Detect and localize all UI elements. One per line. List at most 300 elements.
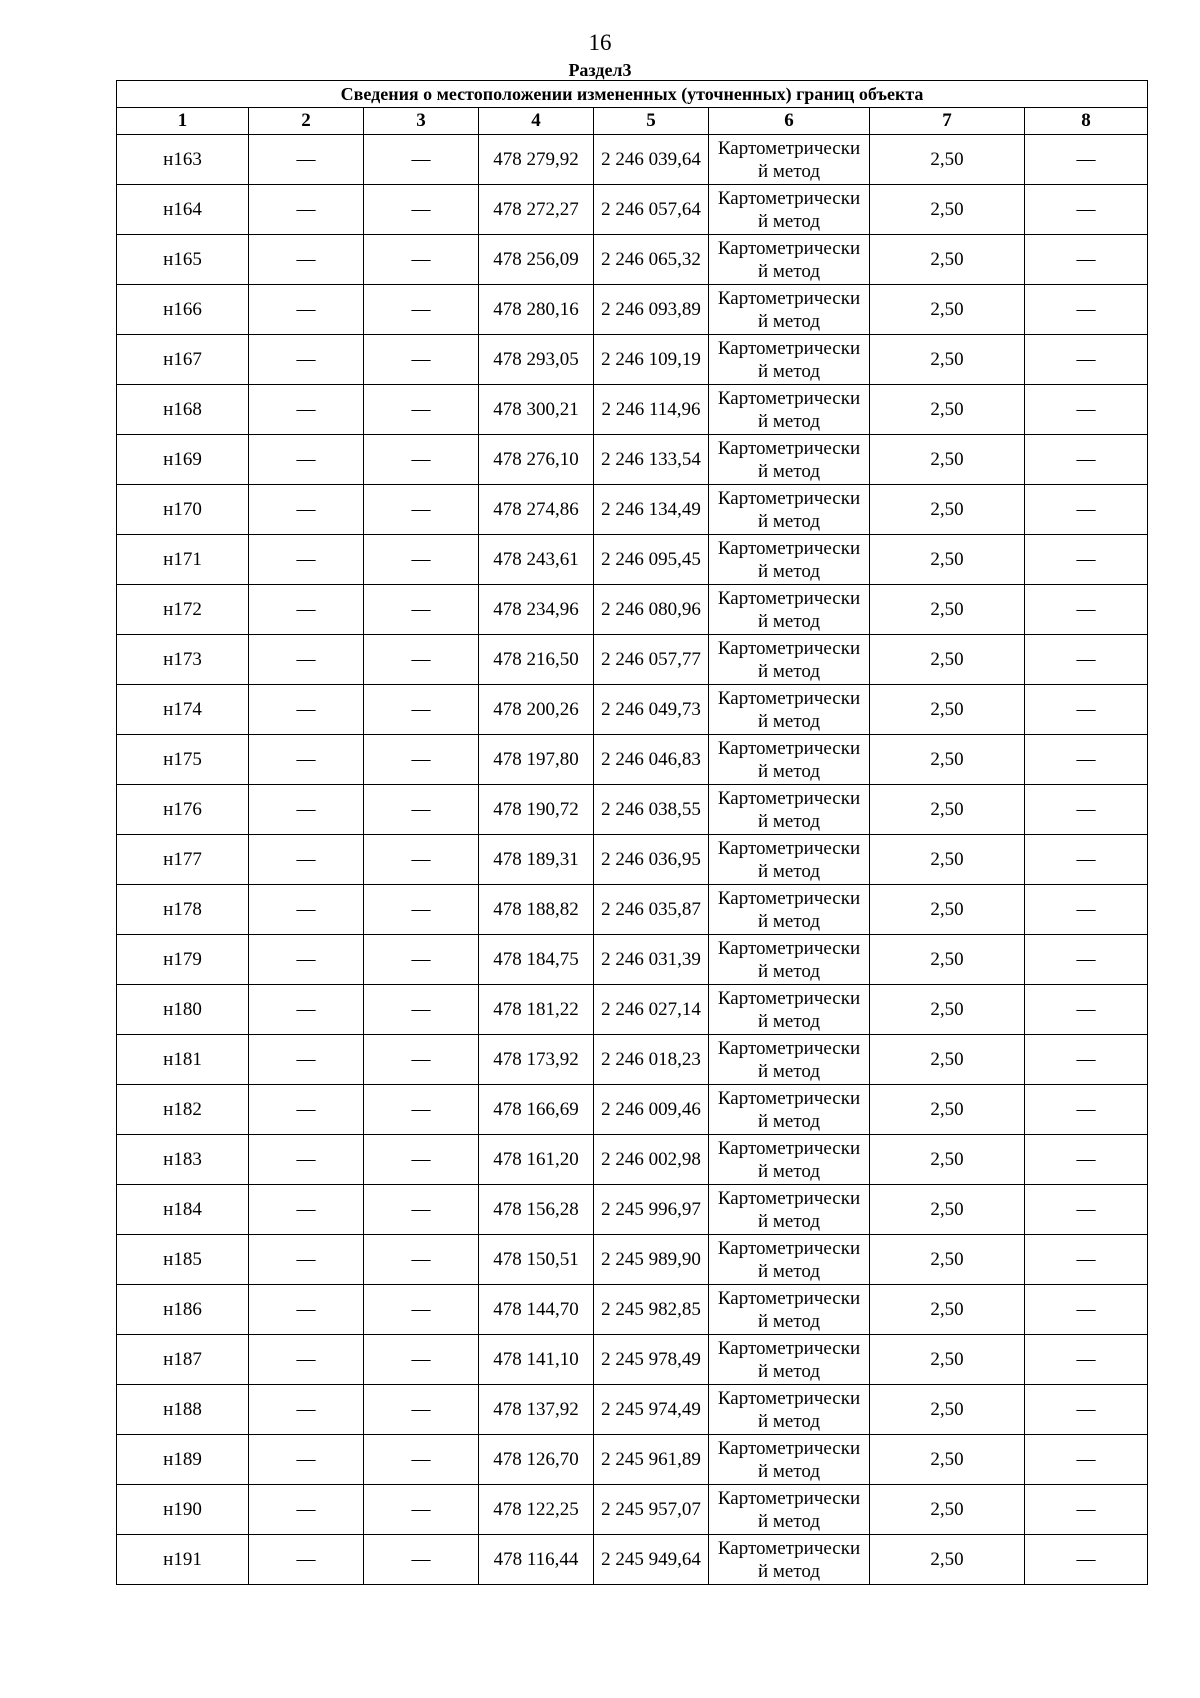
method-cell [709,835,870,885]
method-line: Картометрически [717,787,861,809]
empty-dash-cell: — [249,1285,364,1335]
point-number-cell: н184 [117,1185,249,1235]
empty-dash-cell: — [364,685,479,735]
table-row [117,435,1148,485]
empty-dash-cell: — [1025,985,1148,1035]
y-coordinate-cell: 2 245 978,49 [594,1335,709,1385]
y-coordinate-cell: 2 246 080,96 [594,585,709,635]
method-cell [709,1385,870,1435]
point-number-cell: н190 [117,1485,249,1535]
table-row [117,235,1148,285]
method-cell [709,735,870,785]
method-line: Картометрически [717,1487,861,1509]
method-line: й метод [757,760,821,782]
x-coordinate-cell: 478 188,82 [479,885,594,935]
empty-dash-cell: — [249,685,364,735]
y-coordinate-cell: 2 246 039,64 [594,135,709,185]
table-row [117,1385,1148,1435]
empty-dash-cell: — [1025,285,1148,335]
point-number-cell: н179 [117,935,249,985]
method-cell [709,135,870,185]
x-coordinate-cell: 478 181,22 [479,985,594,1035]
empty-dash-cell: — [1025,1385,1148,1435]
empty-dash-cell: — [1025,1485,1148,1535]
method-line: й метод [757,910,821,932]
method-cell [709,235,870,285]
x-coordinate-cell: 478 256,09 [479,235,594,285]
x-coordinate-cell: 478 150,51 [479,1235,594,1285]
accuracy-cell: 2,50 [870,1335,1025,1385]
x-coordinate-cell: 478 293,05 [479,335,594,385]
table-body [117,81,1148,1585]
accuracy-cell: 2,50 [870,685,1025,735]
x-coordinate-cell: 478 300,21 [479,385,594,435]
accuracy-cell: 2,50 [870,1485,1025,1535]
table-row [117,935,1148,985]
y-coordinate-cell: 2 245 949,64 [594,1535,709,1585]
empty-dash-cell: — [249,1085,364,1135]
empty-dash-cell: — [249,1185,364,1235]
method-line: й метод [757,810,821,832]
method-line: Картометрически [717,487,861,509]
accuracy-cell: 2,50 [870,735,1025,785]
empty-dash-cell: — [249,1535,364,1585]
column-header: 8 [1025,108,1148,135]
table-row [117,735,1148,785]
y-coordinate-cell: 2 245 974,49 [594,1385,709,1435]
empty-dash-cell: — [364,785,479,835]
empty-dash-cell: — [364,485,479,535]
accuracy-cell: 2,50 [870,435,1025,485]
method-line: Картометрически [717,887,861,909]
empty-dash-cell: — [1025,585,1148,635]
method-line: й метод [757,560,821,582]
method-cell [709,485,870,535]
table-row [117,485,1148,535]
empty-dash-cell: — [364,1085,479,1135]
empty-dash-cell: — [1025,485,1148,535]
y-coordinate-cell: 2 246 046,83 [594,735,709,785]
x-coordinate-cell: 478 173,92 [479,1035,594,1085]
x-coordinate-cell: 478 126,70 [479,1435,594,1485]
x-coordinate-cell: 478 189,31 [479,835,594,885]
point-number-cell: н183 [117,1135,249,1185]
x-coordinate-cell: 478 276,10 [479,435,594,485]
method-line: Картометрически [717,137,861,159]
x-coordinate-cell: 478 243,61 [479,535,594,585]
point-number-cell: н163 [117,135,249,185]
accuracy-cell: 2,50 [870,635,1025,685]
method-cell [709,535,870,585]
table-row [117,1485,1148,1535]
method-cell [709,285,870,335]
column-header: 2 [249,108,364,135]
method-cell [709,785,870,835]
table-row [117,1085,1148,1135]
empty-dash-cell: — [364,1335,479,1385]
point-number-cell: н176 [117,785,249,835]
empty-dash-cell: — [249,835,364,885]
x-coordinate-cell: 478 197,80 [479,735,594,785]
boundary-coordinates-table [116,80,1148,1585]
table-row [117,385,1148,435]
point-number-cell: н178 [117,885,249,935]
method-line: й метод [757,610,821,632]
y-coordinate-cell: 2 246 002,98 [594,1135,709,1185]
table-row [117,885,1148,935]
table-row [117,685,1148,735]
table-row [117,785,1148,835]
y-coordinate-cell: 2 245 982,85 [594,1285,709,1335]
method-line: Картометрически [717,1437,861,1459]
empty-dash-cell: — [1025,885,1148,935]
method-line: Картометрически [717,337,861,359]
point-number-cell: н186 [117,1285,249,1335]
column-header: 5 [594,108,709,135]
table-row [117,1335,1148,1385]
empty-dash-cell: — [364,185,479,235]
method-line: й метод [757,1210,821,1232]
accuracy-cell: 2,50 [870,785,1025,835]
x-coordinate-cell: 478 166,69 [479,1085,594,1135]
empty-dash-cell: — [1025,335,1148,385]
point-number-cell: н167 [117,335,249,385]
method-line: й метод [757,1010,821,1032]
accuracy-cell: 2,50 [870,835,1025,885]
method-line: Картометрически [717,1237,861,1259]
method-line: Картометрически [717,587,861,609]
y-coordinate-cell: 2 246 035,87 [594,885,709,935]
y-coordinate-cell: 2 246 109,19 [594,335,709,385]
method-line: Картометрически [717,837,861,859]
empty-dash-cell: — [249,1335,364,1385]
empty-dash-cell: — [1025,635,1148,685]
empty-dash-cell: — [1025,185,1148,235]
method-line: Картометрически [717,187,861,209]
method-line: й метод [757,860,821,882]
method-line: й метод [757,510,821,532]
x-coordinate-cell: 478 200,26 [479,685,594,735]
column-header: 7 [870,108,1025,135]
method-line: й метод [757,660,821,682]
x-coordinate-cell: 478 156,28 [479,1185,594,1235]
point-number-cell: н173 [117,635,249,685]
y-coordinate-cell: 2 246 057,77 [594,635,709,685]
table-row [117,335,1148,385]
table-caption-row [117,81,1148,108]
y-coordinate-cell: 2 246 093,89 [594,285,709,335]
empty-dash-cell: — [364,435,479,485]
method-line: й метод [757,1060,821,1082]
empty-dash-cell: — [249,585,364,635]
x-coordinate-cell: 478 122,25 [479,1485,594,1535]
table-row [117,185,1148,235]
empty-dash-cell: — [364,535,479,585]
empty-dash-cell: — [249,285,364,335]
empty-dash-cell: — [1025,1335,1148,1385]
empty-dash-cell: — [1025,535,1148,585]
method-cell [709,435,870,485]
column-header: 4 [479,108,594,135]
empty-dash-cell: — [1025,835,1148,885]
accuracy-cell: 2,50 [870,335,1025,385]
empty-dash-cell: — [364,1035,479,1085]
method-cell [709,585,870,635]
method-line: й метод [757,160,821,182]
y-coordinate-cell: 2 246 038,55 [594,785,709,835]
method-line: Картометрически [717,737,861,759]
empty-dash-cell: — [1025,1135,1148,1185]
method-cell [709,1085,870,1135]
x-coordinate-cell: 478 141,10 [479,1335,594,1385]
table-row [117,1285,1148,1335]
method-cell [709,1035,870,1085]
y-coordinate-cell: 2 246 009,46 [594,1085,709,1135]
x-coordinate-cell: 478 190,72 [479,785,594,835]
x-coordinate-cell: 478 144,70 [479,1285,594,1335]
y-coordinate-cell: 2 246 134,49 [594,485,709,535]
empty-dash-cell: — [249,485,364,535]
method-cell [709,1285,870,1335]
point-number-cell: н191 [117,1535,249,1585]
empty-dash-cell: — [1025,685,1148,735]
empty-dash-cell: — [249,885,364,935]
accuracy-cell: 2,50 [870,585,1025,635]
empty-dash-cell: — [1025,235,1148,285]
table-row [117,1035,1148,1085]
empty-dash-cell: — [364,335,479,385]
accuracy-cell: 2,50 [870,485,1025,535]
column-header: 6 [709,108,870,135]
empty-dash-cell: — [364,985,479,1035]
empty-dash-cell: — [1025,1535,1148,1585]
y-coordinate-cell: 2 246 114,96 [594,385,709,435]
method-line: й метод [757,310,821,332]
table-row [117,635,1148,685]
table-row [117,1535,1148,1585]
empty-dash-cell: — [1025,1435,1148,1485]
accuracy-cell: 2,50 [870,1235,1025,1285]
empty-dash-cell: — [364,885,479,935]
y-coordinate-cell: 2 246 095,45 [594,535,709,585]
method-cell [709,635,870,685]
y-coordinate-cell: 2 245 996,97 [594,1185,709,1235]
y-coordinate-cell: 2 246 031,39 [594,935,709,985]
x-coordinate-cell: 478 161,20 [479,1135,594,1185]
empty-dash-cell: — [364,285,479,335]
point-number-cell: н171 [117,535,249,585]
empty-dash-cell: — [249,335,364,385]
method-line: Картометрически [717,1387,861,1409]
empty-dash-cell: — [364,1185,479,1235]
accuracy-cell: 2,50 [870,1085,1025,1135]
empty-dash-cell: — [364,385,479,435]
accuracy-cell: 2,50 [870,285,1025,335]
method-line: Картометрически [717,1037,861,1059]
y-coordinate-cell: 2 246 065,32 [594,235,709,285]
empty-dash-cell: — [364,635,479,685]
empty-dash-cell: — [364,1135,479,1185]
point-number-cell: н188 [117,1385,249,1435]
point-number-cell: н170 [117,485,249,535]
method-line: Картометрически [717,1137,861,1159]
empty-dash-cell: — [364,1235,479,1285]
empty-dash-cell: — [249,135,364,185]
x-coordinate-cell: 478 234,96 [479,585,594,635]
method-cell [709,1335,870,1385]
empty-dash-cell: — [249,1135,364,1185]
column-header: 1 [117,108,249,135]
method-cell [709,685,870,735]
y-coordinate-cell: 2 245 989,90 [594,1235,709,1285]
method-line: й метод [757,460,821,482]
method-line: Картометрически [717,437,861,459]
method-line: й метод [757,1160,821,1182]
point-number-cell: н174 [117,685,249,735]
method-cell [709,1235,870,1285]
point-number-cell: н180 [117,985,249,1035]
empty-dash-cell: — [249,1035,364,1085]
table-row [117,1135,1148,1185]
table-row [117,585,1148,635]
empty-dash-cell: — [1025,735,1148,785]
table-row [117,1235,1148,1285]
accuracy-cell: 2,50 [870,1135,1025,1185]
point-number-cell: н182 [117,1085,249,1135]
table-row [117,535,1148,585]
method-cell [709,1535,870,1585]
method-line: й метод [757,710,821,732]
method-cell [709,1135,870,1185]
empty-dash-cell: — [249,1485,364,1535]
empty-dash-cell: — [1025,135,1148,185]
method-line: Картометрически [717,987,861,1009]
accuracy-cell: 2,50 [870,1285,1025,1335]
method-line: Картометрически [717,937,861,959]
empty-dash-cell: — [364,1535,479,1585]
accuracy-cell: 2,50 [870,985,1025,1035]
point-number-cell: н166 [117,285,249,335]
x-coordinate-cell: 478 274,86 [479,485,594,535]
method-cell [709,185,870,235]
y-coordinate-cell: 2 246 018,23 [594,1035,709,1085]
point-number-cell: н177 [117,835,249,885]
empty-dash-cell: — [364,935,479,985]
y-coordinate-cell: 2 245 961,89 [594,1435,709,1485]
accuracy-cell: 2,50 [870,1185,1025,1235]
empty-dash-cell: — [364,1285,479,1335]
method-line: Картометрически [717,1537,861,1559]
method-cell [709,985,870,1035]
accuracy-cell: 2,50 [870,935,1025,985]
empty-dash-cell: — [249,235,364,285]
empty-dash-cell: — [364,135,479,185]
table-row [117,985,1148,1035]
method-cell [709,1485,870,1535]
method-line: й метод [757,360,821,382]
method-line: Картометрически [717,1187,861,1209]
method-line: й метод [757,210,821,232]
empty-dash-cell: — [364,1485,479,1535]
method-cell [709,385,870,435]
method-cell [709,935,870,985]
method-line: й метод [757,960,821,982]
point-number-cell: н169 [117,435,249,485]
empty-dash-cell: — [364,1385,479,1435]
table-caption: Сведения о местоположении измененных (уточненных) границ объекта [117,81,1148,108]
point-number-cell: н168 [117,385,249,435]
x-coordinate-cell: 478 279,92 [479,135,594,185]
accuracy-cell: 2,50 [870,1435,1025,1485]
empty-dash-cell: — [1025,785,1148,835]
y-coordinate-cell: 2 246 057,64 [594,185,709,235]
method-line: Картометрически [717,387,861,409]
table-row [117,835,1148,885]
table-row [117,135,1148,185]
empty-dash-cell: — [249,435,364,485]
method-line: Картометрически [717,287,861,309]
empty-dash-cell: — [1025,1235,1148,1285]
method-line: Картометрически [717,237,861,259]
method-cell [709,1435,870,1485]
y-coordinate-cell: 2 246 027,14 [594,985,709,1035]
empty-dash-cell: — [1025,435,1148,485]
method-line: й метод [757,1460,821,1482]
point-number-cell: н175 [117,735,249,785]
y-coordinate-cell: 2 246 133,54 [594,435,709,485]
method-cell [709,885,870,935]
point-number-cell: н164 [117,185,249,235]
empty-dash-cell: — [249,635,364,685]
point-number-cell: н187 [117,1335,249,1385]
method-line: й метод [757,1260,821,1282]
empty-dash-cell: — [249,1385,364,1435]
method-line: й метод [757,1110,821,1132]
empty-dash-cell: — [364,235,479,285]
method-line: Картометрически [717,537,861,559]
method-line: й метод [757,410,821,432]
x-coordinate-cell: 478 116,44 [479,1535,594,1585]
accuracy-cell: 2,50 [870,535,1025,585]
table-row [117,1435,1148,1485]
empty-dash-cell: — [249,935,364,985]
empty-dash-cell: — [249,785,364,835]
x-coordinate-cell: 478 272,27 [479,185,594,235]
point-number-cell: н165 [117,235,249,285]
page-number: 16 [588,30,612,55]
method-line: Картометрически [717,1337,861,1359]
empty-dash-cell: — [364,835,479,885]
x-coordinate-cell: 478 137,92 [479,1385,594,1435]
empty-dash-cell: — [1025,385,1148,435]
empty-dash-cell: — [249,985,364,1035]
y-coordinate-cell: 2 246 036,95 [594,835,709,885]
method-line: Картометрически [717,637,861,659]
method-line: й метод [757,260,821,282]
point-number-cell: н185 [117,1235,249,1285]
column-header: 3 [364,108,479,135]
empty-dash-cell: — [1025,1035,1148,1085]
method-line: й метод [757,1310,821,1332]
accuracy-cell: 2,50 [870,235,1025,285]
x-coordinate-cell: 478 280,16 [479,285,594,335]
column-number-row [117,108,1148,135]
empty-dash-cell: — [364,735,479,785]
empty-dash-cell: — [1025,1085,1148,1135]
table-row [117,1185,1148,1235]
y-coordinate-cell: 2 246 049,73 [594,685,709,735]
x-coordinate-cell: 478 216,50 [479,635,594,685]
